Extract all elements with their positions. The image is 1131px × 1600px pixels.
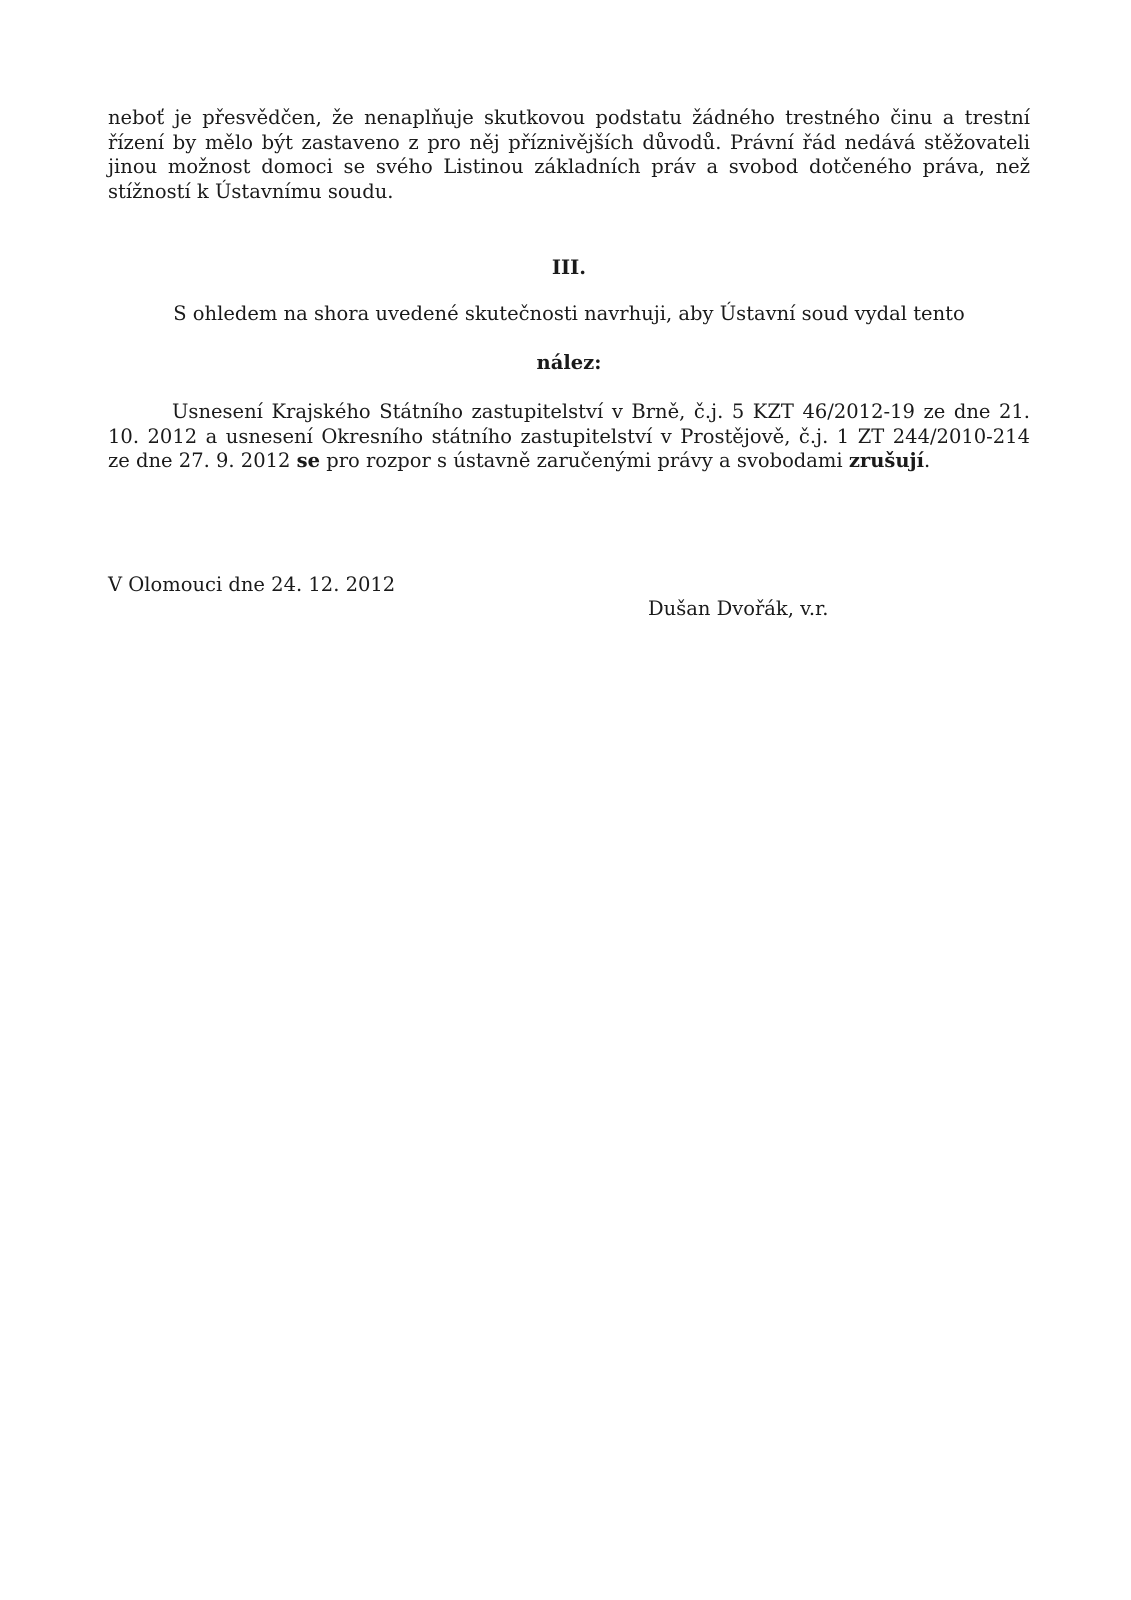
proposal-text: S ohledem na shora uvedené skutečnosti navrhuji, aby Ústavní soud vydal tento: [173, 302, 965, 325]
place-date: V Olomouci dne 24. 12. 2012: [108, 573, 396, 596]
intro-paragraph: neboť je přesvědčen, že nenaplňuje skutkovou podstatu žádného trestného činu a trestní řízení by mělo být zastaveno z pro něj příznivějších důvodů. Právní řád nedává stěžovateli jinou možnost domoci se svého Listinou základních práv a svobod dotčeného práva, než stížností k Ústavnímu soudu.: [108, 106, 1030, 203]
verdict-text-part1: Usnesení Krajského Státního zastupitelství v Brně, č.j. 5 KZT 46/2012-19 ze dne 21. 10. 2012 a usnesení Okresního státního zastupitelství v Prostějově, č.j. 1 ZT 244/2010-214 ze dne 27. 9. 2012: [108, 400, 1030, 472]
verdict-paragraph: [108, 400, 1030, 474]
verdict-label: nález:: [536, 351, 602, 374]
signature: Dušan Dvořák, v.r.: [648, 597, 829, 620]
section-heading: III.: [551, 256, 587, 279]
verdict-text-part2: pro rozpor s ústavně zaručenými právy a svobodami: [320, 449, 849, 472]
verdict-bold-zrusuji: zrušují: [848, 449, 925, 472]
verdict-bold-se: se: [296, 449, 321, 472]
verdict-text-part3: .: [924, 449, 931, 472]
